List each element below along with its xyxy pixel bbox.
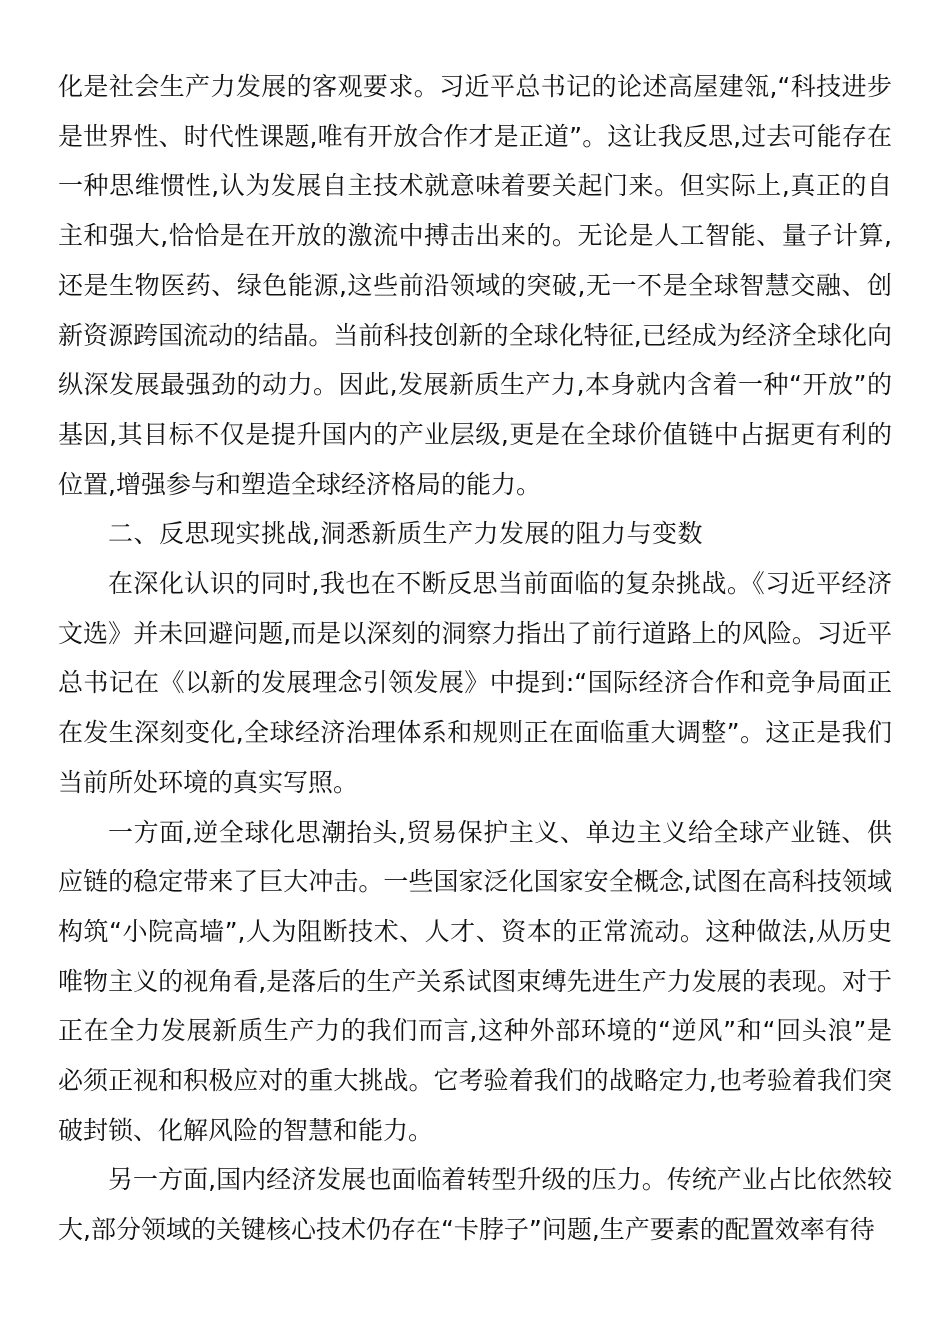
document-page xyxy=(58,62,892,1255)
paragraph: 一方面,逆全球化思潮抬头,贸易保护主义、单边主义给全球产业链、供应链的稳定带来了巨大冲击。一些国家泛化国家安全概念,试图在高科技领域构筑“小院高墙”,人为阻断技术、人才、资本的正常流动。这种做法,从历史唯物主义的视角看,是落后的生产关系试图束缚先进生产力发展的表现。对于正在全力发展新质生产力的我们而言,这种外部环境的“逆风”和“回头浪”是必须正视和积极应对的重大挑战。它考验着我们的战略定力,也考验着我们突破封锁、化解风险的智慧和能力。 xyxy=(58,817,892,1145)
paragraph: 在深化认识的同时,我也在不断反思当前面临的复杂挑战。《习近平经济文选》并未回避问题,而是以深刻的洞察力指出了前行道路上的风险。习近平总书记在《以新的发展理念引领发展》中提到:“国际经济合作和竞争局面正在发生深刻变化,全球经济治理体系和规则正在面临重大调整”。这正是我们当前所处环境的真实写照。 xyxy=(58,569,892,797)
paragraph: 化是社会生产力发展的客观要求。习近平总书记的论述高屋建瓴,“科技进步是世界性、时代性课题,唯有开放合作才是正道”。这让我反思,过去可能存在一种思维惯性,认为发展自主技术就意味着要关起门来。但实际上,真正的自主和强大,恰恰是在开放的激流中搏击出来的。无论是人工智能、量子计算,还是生物医药、绿色能源,这些前沿领域的突破,无一不是全球智慧交融、创新资源跨国流动的结晶。当前科技创新的全球化特征,已经成为经济全球化向纵深发展最强劲的动力。因此,发展新质生产力,本身就内含着一种“开放”的基因,其目标不仅是提升国内的产业层级,更是在全球价值链中占据更有利的位置,增强参与和塑造全球经济格局的能力。 xyxy=(58,72,892,499)
paragraph: 另一方面,国内经济发展也面临着转型升级的压力。传统产业占比依然较大,部分领域的关键核心技术仍存在“卡脖子”问题,生产要素的配置效率有待 xyxy=(58,1165,892,1245)
section-heading: 二、反思现实挑战,洞悉新质生产力发展的阻力与变数 xyxy=(108,519,703,549)
